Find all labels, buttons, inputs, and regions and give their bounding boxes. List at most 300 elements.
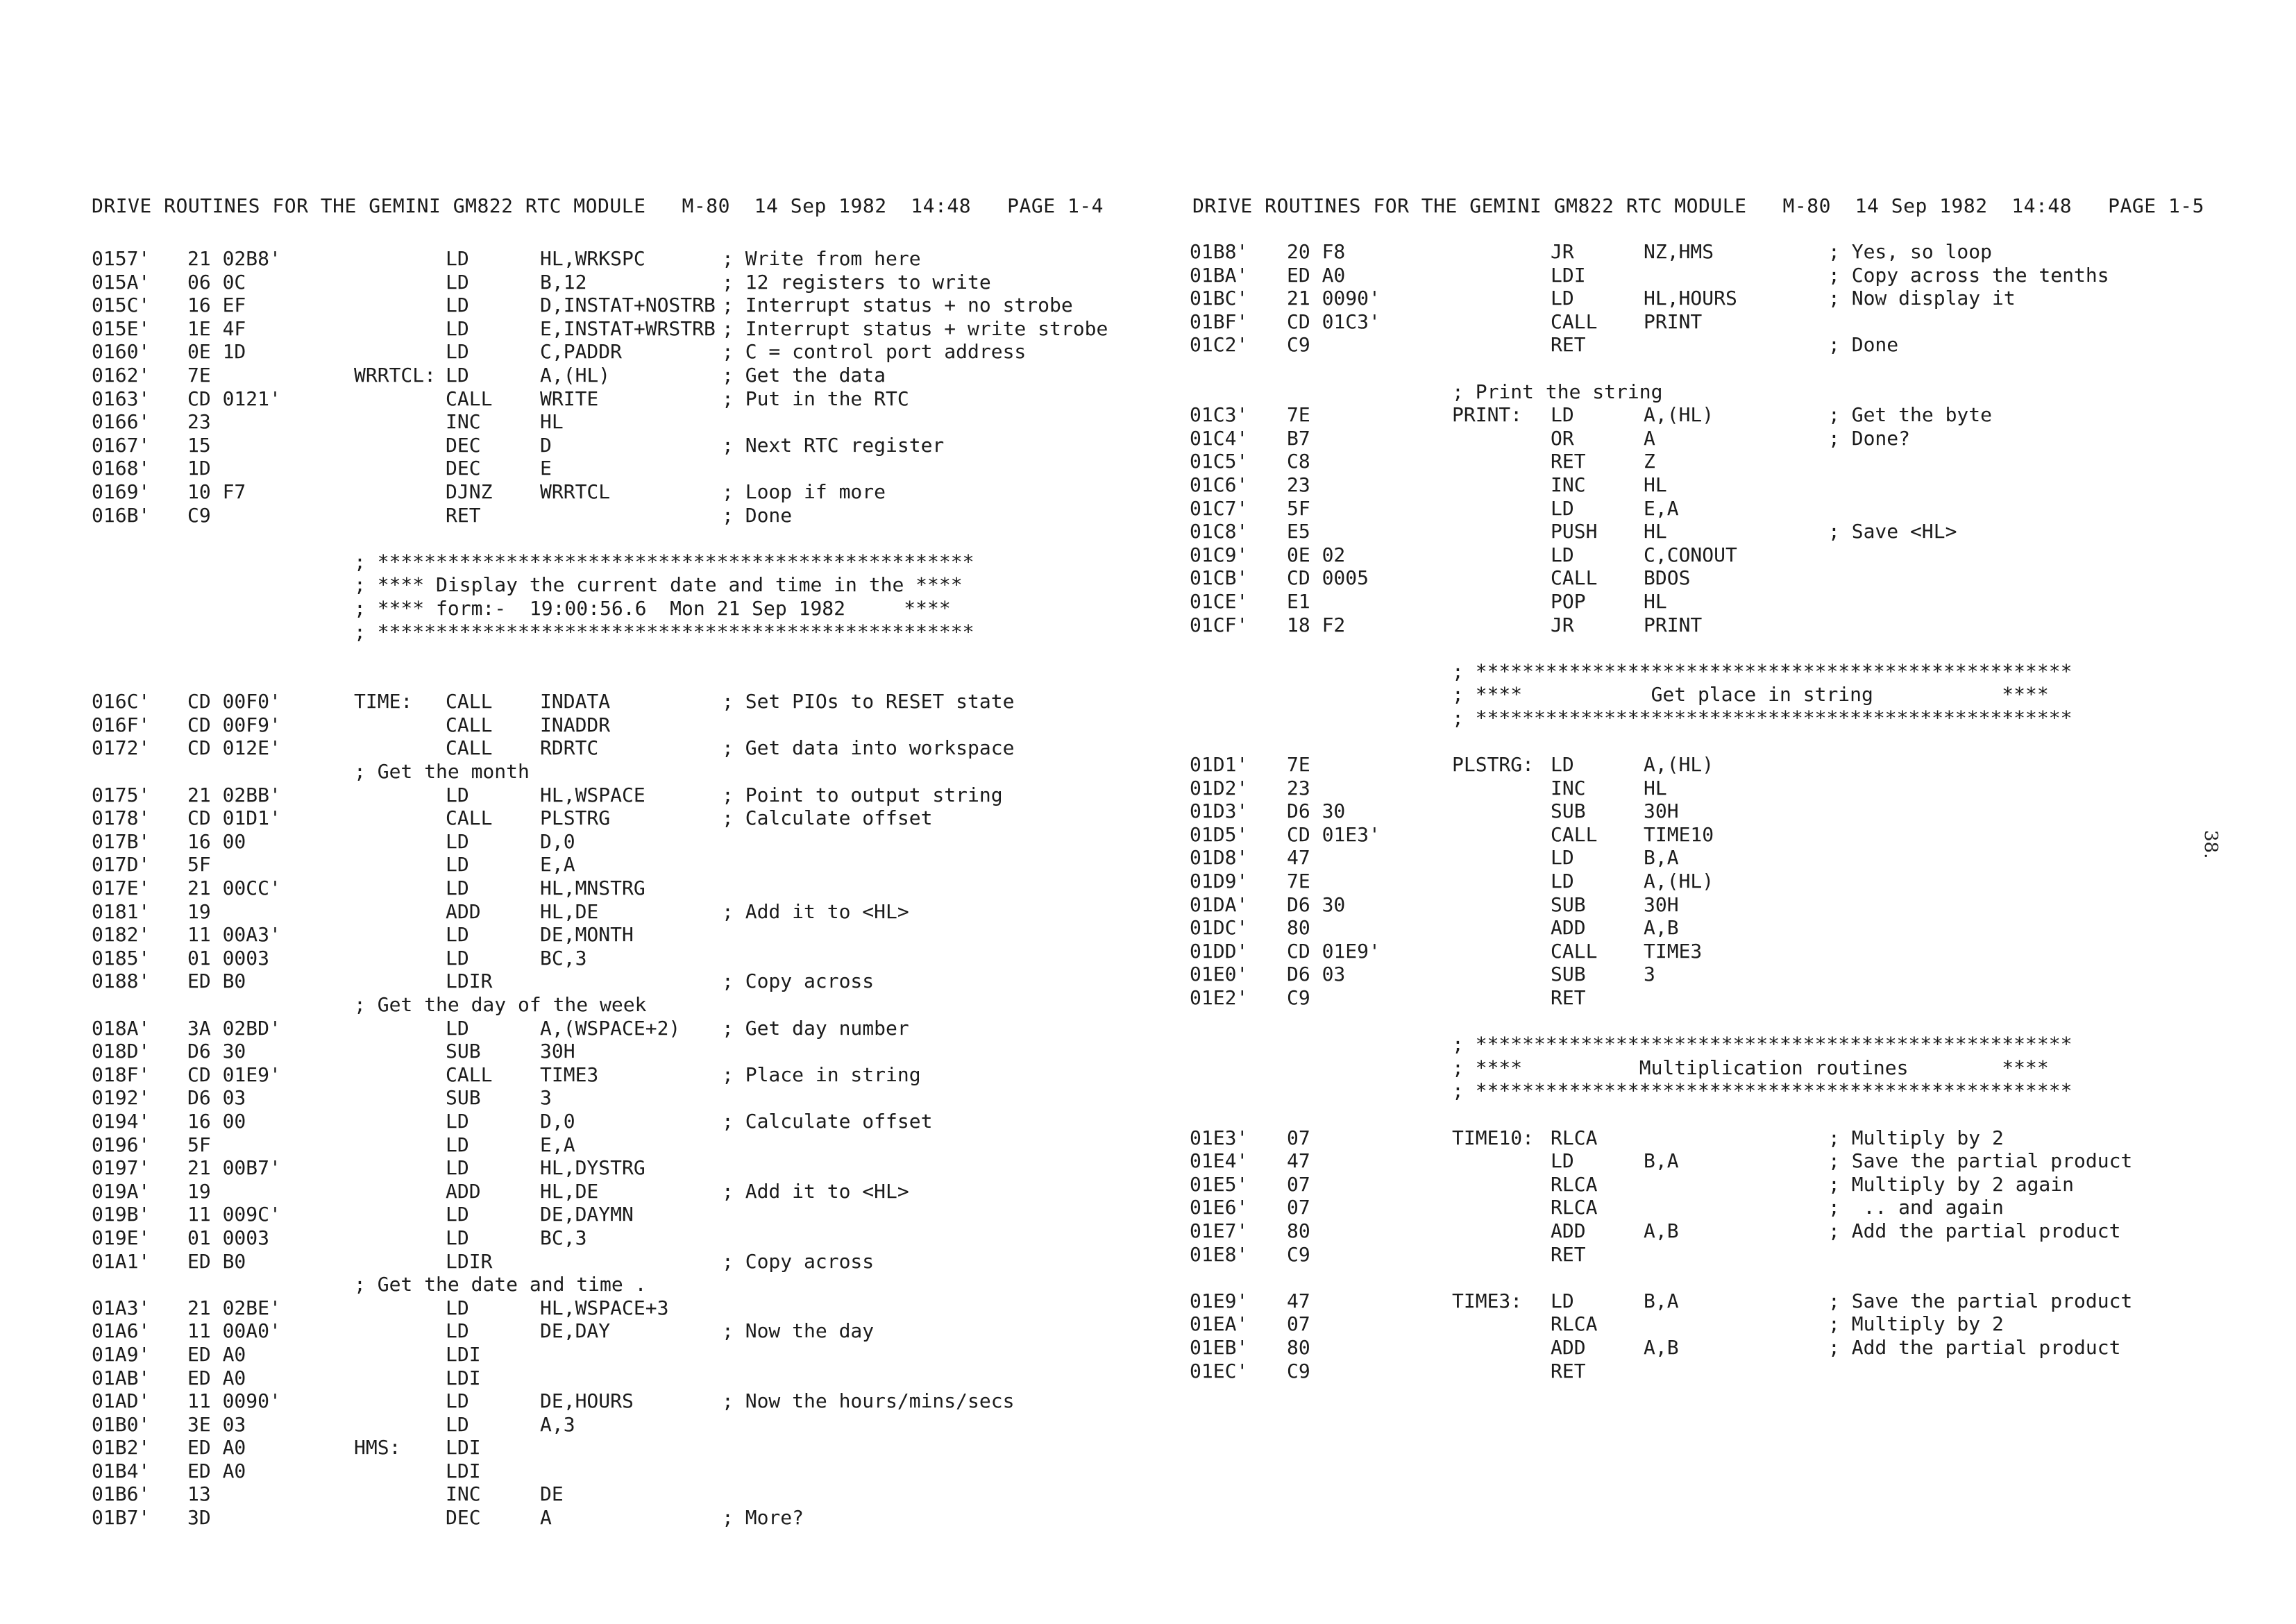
opcode: LD	[446, 1389, 469, 1413]
machine-code: 5F	[187, 1133, 211, 1156]
opcode: RET	[1551, 1242, 1586, 1266]
operand: HL,WRKSPC	[540, 247, 645, 270]
opcode: LD	[446, 829, 469, 853]
operand: BC,3	[540, 1226, 587, 1249]
operand: HL	[1644, 589, 1667, 613]
address: 0181'	[92, 899, 151, 923]
operand: A,B	[1644, 1219, 1679, 1242]
machine-code: 21 0090'	[1287, 287, 1381, 310]
comment: ; Done	[1828, 333, 1899, 357]
machine-code: CD 0121'	[187, 387, 281, 410]
machine-code: 47	[1287, 1149, 1310, 1173]
operand: B,A	[1644, 846, 1679, 870]
machine-code: 06 0C	[187, 270, 246, 294]
comment: ; Copy across the tenths	[1828, 263, 2109, 287]
opcode: LD	[446, 247, 469, 270]
comment: ; Multiply by 2	[1828, 1126, 2004, 1149]
machine-code: CD 00F0'	[187, 690, 281, 713]
opcode: LD	[446, 783, 469, 806]
address: 0168'	[92, 457, 151, 480]
machine-code: 1D	[187, 457, 211, 480]
address: 0169'	[92, 480, 151, 503]
address: 0162'	[92, 363, 151, 387]
address: 01CF'	[1190, 613, 1249, 636]
address: 01D1'	[1190, 753, 1249, 777]
address: 01A6'	[92, 1319, 151, 1343]
opcode: LD	[1551, 1149, 1574, 1173]
machine-code: 3D	[187, 1506, 211, 1530]
machine-code: E1	[1287, 589, 1310, 613]
address: 0160'	[92, 340, 151, 364]
operand: PLSTRG	[540, 806, 611, 830]
opcode: LDI	[446, 1459, 481, 1482]
asm-label: TIME10:	[1452, 1126, 1535, 1149]
address: 0167'	[92, 433, 151, 457]
opcode: LD	[1551, 287, 1574, 310]
opcode: CALL	[446, 713, 493, 736]
opcode: LD	[1551, 753, 1574, 777]
comment-text: ; Get the month	[354, 760, 530, 784]
address: 018F'	[92, 1063, 151, 1086]
opcode: DEC	[446, 1506, 481, 1530]
address: 01C8'	[1190, 520, 1249, 543]
comment: ; Multiply by 2	[1828, 1312, 2004, 1336]
comment: ; Get the data	[722, 363, 886, 387]
machine-code: CD 01E3'	[1287, 822, 1381, 846]
operand: A	[1644, 426, 1655, 450]
address: 01C5'	[1190, 450, 1249, 473]
opcode: LD	[446, 1109, 469, 1133]
machine-code: C9	[1287, 986, 1310, 1009]
operand: HL,MNSTRG	[540, 877, 645, 900]
address: 01E0'	[1190, 963, 1249, 986]
opcode: SUB	[446, 1086, 481, 1110]
opcode: DEC	[446, 457, 481, 480]
comment: ; Done?	[1828, 426, 1911, 450]
operand: PRINT	[1644, 613, 1703, 636]
opcode: SUB	[446, 1040, 481, 1063]
address: 01EB'	[1190, 1335, 1249, 1359]
comment: ; Write from here	[722, 247, 921, 270]
machine-code: 7E	[1287, 870, 1310, 893]
comment-text: ; Print the string	[1452, 380, 1663, 403]
machine-code: 07	[1287, 1312, 1310, 1336]
machine-code: CD 01C3'	[1287, 310, 1381, 333]
comment: ; Get data into workspace	[722, 736, 1015, 760]
comment-text: ; **** form:- 19:00:56.6 Mon 21 Sep 1982 ****	[354, 596, 951, 620]
opcode: LD	[446, 1319, 469, 1343]
machine-code: CD 00F9'	[187, 713, 281, 736]
operand: TIME3	[1644, 939, 1703, 963]
opcode: SUB	[1551, 893, 1586, 916]
machine-code: C9	[1287, 1359, 1310, 1382]
operand: DE	[540, 1482, 564, 1506]
opcode: CALL	[446, 806, 493, 830]
operand: Z	[1644, 450, 1655, 473]
operand: B,A	[1644, 1289, 1679, 1312]
machine-code: 07	[1287, 1126, 1310, 1149]
address: 019B'	[92, 1203, 151, 1226]
opcode: CALL	[446, 736, 493, 760]
machine-code: 5F	[187, 853, 211, 877]
machine-code: 20 F8	[1287, 240, 1346, 263]
opcode: CALL	[446, 690, 493, 713]
operand: 3	[540, 1086, 552, 1110]
comment: ; Loop if more	[722, 480, 886, 503]
opcode: RLCA	[1551, 1172, 1598, 1196]
comment: ; Put in the RTC	[722, 387, 909, 410]
opcode: LD	[446, 946, 469, 970]
machine-code: 3E 03	[187, 1412, 246, 1436]
operand: HL,WSPACE	[540, 783, 645, 806]
operand: DE,MONTH	[540, 923, 634, 947]
opcode: RLCA	[1551, 1126, 1598, 1149]
page-header-right: DRIVE ROUTINES FOR THE GEMINI GM822 RTC MODULE M-80 14 Sep 1982 14:48 PAGE 1-5	[1192, 194, 2205, 217]
comment: ; Point to output string	[722, 783, 1003, 806]
operand: PRINT	[1644, 310, 1703, 333]
comment-text: ; ***************************************************	[1452, 1079, 2073, 1103]
address: 015C'	[92, 294, 151, 317]
operand: E,A	[540, 853, 575, 877]
opcode: LD	[446, 1226, 469, 1249]
operand: HL	[1644, 520, 1667, 543]
address: 01EC'	[1190, 1359, 1249, 1382]
address: 01C3'	[1190, 403, 1249, 427]
opcode: INC	[1551, 473, 1586, 496]
opcode: RET	[1551, 1359, 1586, 1382]
address: 01BC'	[1190, 287, 1249, 310]
opcode: LD	[446, 316, 469, 340]
comment-text: ; Get the date and time .	[354, 1273, 647, 1296]
address: 017B'	[92, 829, 151, 853]
comment: ; Copy across	[722, 970, 875, 993]
machine-code: 01 0003	[187, 946, 270, 970]
machine-code: 23	[1287, 776, 1310, 800]
opcode: LD	[446, 1016, 469, 1040]
opcode: LD	[1551, 403, 1574, 427]
opcode: ADD	[1551, 916, 1586, 940]
asm-label: TIME3:	[1452, 1289, 1523, 1312]
operand: D,0	[540, 829, 575, 853]
operand: E,A	[1644, 496, 1679, 520]
asm-label: PLSTRG:	[1452, 753, 1535, 777]
address: 01BA'	[1190, 263, 1249, 287]
opcode: LDI	[446, 1342, 481, 1366]
machine-code: CD 0005	[1287, 566, 1369, 590]
opcode: LD	[1551, 496, 1574, 520]
machine-code: 10 F7	[187, 480, 246, 503]
operand: DE,DAYMN	[540, 1203, 634, 1226]
machine-code: 47	[1287, 1289, 1310, 1312]
comment: ; Save the partial product	[1828, 1289, 2133, 1312]
opcode: LD	[446, 877, 469, 900]
machine-code: 21 02B8'	[187, 247, 281, 270]
machine-code: D6 03	[1287, 963, 1346, 986]
machine-code: 07	[1287, 1172, 1310, 1196]
address: 01D2'	[1190, 776, 1249, 800]
address: 01B8'	[1190, 240, 1249, 263]
opcode: CALL	[446, 387, 493, 410]
operand: DE,HOURS	[540, 1389, 634, 1413]
address: 01C6'	[1190, 473, 1249, 496]
operand: B,12	[540, 270, 587, 294]
address: 01DD'	[1190, 939, 1249, 963]
comment: ; Copy across	[722, 1249, 875, 1273]
comment: ; Done	[722, 503, 793, 527]
address: 0196'	[92, 1133, 151, 1156]
comment-text: ; ***************************************************	[1452, 659, 2073, 683]
operand: A,(HL)	[540, 363, 611, 387]
comment: ; Save the partial product	[1828, 1149, 2133, 1173]
operand: A,3	[540, 1412, 575, 1436]
machine-code: 80	[1287, 1335, 1310, 1359]
address: 017D'	[92, 853, 151, 877]
opcode: LD	[446, 1203, 469, 1226]
machine-code: 5F	[1287, 496, 1310, 520]
address: 01B7'	[92, 1506, 151, 1530]
opcode: RET	[1551, 986, 1586, 1009]
address: 01E4'	[1190, 1149, 1249, 1173]
machine-code: C9	[1287, 1242, 1310, 1266]
machine-code: 21 02BE'	[187, 1296, 281, 1319]
operand: 30H	[540, 1040, 575, 1063]
machine-code: 11 00A3'	[187, 923, 281, 947]
address: 01BF'	[1190, 310, 1249, 333]
operand: B,A	[1644, 1149, 1679, 1173]
operand: C,PADDR	[540, 340, 623, 364]
opcode: JR	[1551, 613, 1574, 636]
address: 01A9'	[92, 1342, 151, 1366]
comment-text: ; ***************************************************	[1452, 1033, 2073, 1056]
comment: ; .. and again	[1828, 1196, 2004, 1219]
machine-code: CD 01E9'	[1287, 939, 1381, 963]
asm-label: HMS:	[354, 1436, 401, 1460]
operand: HL	[540, 410, 564, 434]
address: 0188'	[92, 970, 151, 993]
comment: ; C = control port address	[722, 340, 1027, 364]
opcode: LD	[446, 1412, 469, 1436]
address: 0178'	[92, 806, 151, 830]
address: 01E8'	[1190, 1242, 1249, 1266]
machine-code: 07	[1287, 1196, 1310, 1219]
comment: ; Interrupt status + write strobe	[722, 316, 1108, 340]
opcode: LD	[446, 363, 469, 387]
comment-text: ; ***************************************************	[354, 550, 974, 573]
address: 01E6'	[1190, 1196, 1249, 1219]
opcode: ADD	[446, 1179, 481, 1203]
address: 01D9'	[1190, 870, 1249, 893]
machine-code: 7E	[187, 363, 211, 387]
comment: ; Add it to <HL>	[722, 899, 909, 923]
address: 01C7'	[1190, 496, 1249, 520]
machine-code: 0E 1D	[187, 340, 246, 364]
operand: HL,WSPACE+3	[540, 1296, 669, 1319]
opcode: RET	[446, 503, 481, 527]
address: 01B6'	[92, 1482, 151, 1506]
machine-code: 11 0090'	[187, 1389, 281, 1413]
comment-text: ; **** Multiplication routines ****	[1452, 1056, 2049, 1079]
address: 0185'	[92, 946, 151, 970]
opcode: LD	[446, 340, 469, 364]
machine-code: 21 02BB'	[187, 783, 281, 806]
machine-code: ED A0	[187, 1436, 246, 1460]
machine-code: E5	[1287, 520, 1310, 543]
comment-text: ; ***************************************************	[1452, 706, 2073, 729]
machine-code: 19	[187, 899, 211, 923]
address: 016C'	[92, 690, 151, 713]
address: 015A'	[92, 270, 151, 294]
machine-code: D6 30	[1287, 800, 1346, 823]
address: 01B0'	[92, 1412, 151, 1436]
operand: INDATA	[540, 690, 611, 713]
comment-text: ; **** Get place in string ****	[1452, 683, 2049, 707]
machine-code: 18 F2	[1287, 613, 1346, 636]
operand: HL	[1644, 473, 1667, 496]
operand: A,(HL)	[1644, 870, 1714, 893]
address: 0175'	[92, 783, 151, 806]
address: 01E3'	[1190, 1126, 1249, 1149]
operand: E	[540, 457, 552, 480]
opcode: RLCA	[1551, 1312, 1598, 1336]
opcode: LD	[1551, 543, 1574, 566]
comment: ; Add it to <HL>	[722, 1179, 909, 1203]
comment: ; Yes, so loop	[1828, 240, 1993, 263]
operand: A,B	[1644, 916, 1679, 940]
operand: E,INSTAT+WRSTRB	[540, 316, 716, 340]
machine-code: 21 00CC'	[187, 877, 281, 900]
comment: ; Place in string	[722, 1063, 921, 1086]
comment-text: ; Get the day of the week	[354, 993, 647, 1016]
machine-code: 01 0003	[187, 1226, 270, 1249]
machine-code: 16 00	[187, 1109, 246, 1133]
opcode: INC	[446, 1482, 481, 1506]
address: 0172'	[92, 736, 151, 760]
machine-code: 47	[1287, 846, 1310, 870]
machine-code: ED A0	[1287, 263, 1346, 287]
opcode: LD	[1551, 846, 1574, 870]
opcode: ADD	[1551, 1219, 1586, 1242]
comment: ; Now display it	[1828, 287, 2016, 310]
machine-code: 23	[187, 410, 211, 434]
address: 01E7'	[1190, 1219, 1249, 1242]
comment: ; Set PIOs to RESET state	[722, 690, 1015, 713]
opcode: RLCA	[1551, 1196, 1598, 1219]
machine-code: ED B0	[187, 1249, 246, 1273]
operand: TIME10	[1644, 822, 1714, 846]
comment: ; Calculate offset	[722, 1109, 933, 1133]
machine-code: CD 012E'	[187, 736, 281, 760]
operand: RDRTC	[540, 736, 599, 760]
operand: A,(WSPACE+2)	[540, 1016, 681, 1040]
address: 01E2'	[1190, 986, 1249, 1009]
operand: A,B	[1644, 1335, 1679, 1359]
machine-code: 16 00	[187, 829, 246, 853]
comment: ; Calculate offset	[722, 806, 933, 830]
operand: D,0	[540, 1109, 575, 1133]
address: 01CB'	[1190, 566, 1249, 590]
comment: ; Get the byte	[1828, 403, 1993, 427]
address: 018A'	[92, 1016, 151, 1040]
operand: NZ,HMS	[1644, 240, 1714, 263]
opcode: CALL	[446, 1063, 493, 1086]
machine-code: 80	[1287, 916, 1310, 940]
opcode: RET	[1551, 333, 1586, 357]
operand: HL,DE	[540, 1179, 599, 1203]
machine-code: 15	[187, 433, 211, 457]
opcode: ADD	[1551, 1335, 1586, 1359]
machine-code: 21 00B7'	[187, 1156, 281, 1180]
opcode: LDI	[446, 1366, 481, 1389]
comment: ; Now the day	[722, 1319, 875, 1343]
opcode: JR	[1551, 240, 1574, 263]
address: 01D5'	[1190, 822, 1249, 846]
machine-code: 7E	[1287, 403, 1310, 427]
operand: A,(HL)	[1644, 403, 1714, 427]
address: 01C2'	[1190, 333, 1249, 357]
address: 019E'	[92, 1226, 151, 1249]
comment: ; Add the partial product	[1828, 1335, 2121, 1359]
address: 01B2'	[92, 1436, 151, 1460]
opcode: LD	[446, 294, 469, 317]
comment: ; Save <HL>	[1828, 520, 1957, 543]
address: 01D8'	[1190, 846, 1249, 870]
address: 01C9'	[1190, 543, 1249, 566]
opcode: LDIR	[446, 970, 493, 993]
asm-label: PRINT:	[1452, 403, 1523, 427]
opcode: DEC	[446, 433, 481, 457]
opcode: OR	[1551, 426, 1574, 450]
operand: INADDR	[540, 713, 611, 736]
address: 018D'	[92, 1040, 151, 1063]
operand: DE,DAY	[540, 1319, 611, 1343]
comment: ; Interrupt status + no strobe	[722, 294, 1073, 317]
opcode: CALL	[1551, 822, 1598, 846]
opcode: RET	[1551, 450, 1586, 473]
opcode: LD	[446, 923, 469, 947]
address: 016F'	[92, 713, 151, 736]
machine-code: 23	[1287, 473, 1310, 496]
operand: TIME3	[540, 1063, 599, 1086]
operand: E,A	[540, 1133, 575, 1156]
opcode: LD	[1551, 1289, 1574, 1312]
machine-code: 0E 02	[1287, 543, 1346, 566]
machine-code: ED A0	[187, 1366, 246, 1389]
address: 01AB'	[92, 1366, 151, 1389]
opcode: PUSH	[1551, 520, 1598, 543]
address: 016B'	[92, 503, 151, 527]
operand: HL,DYSTRG	[540, 1156, 645, 1180]
comment: ; More?	[722, 1506, 804, 1530]
operand: 3	[1644, 963, 1655, 986]
address: 0197'	[92, 1156, 151, 1180]
operand: D	[540, 433, 552, 457]
address: 01E9'	[1190, 1289, 1249, 1312]
address: 019A'	[92, 1179, 151, 1203]
machine-code: C9	[187, 503, 211, 527]
opcode: INC	[1551, 776, 1586, 800]
address: 0192'	[92, 1086, 151, 1110]
opcode: LD	[446, 1133, 469, 1156]
machine-code: CD 01E9'	[187, 1063, 281, 1086]
address: 01A1'	[92, 1249, 151, 1273]
opcode: SUB	[1551, 800, 1586, 823]
opcode: LDI	[1551, 263, 1586, 287]
comment: ; 12 registers to write	[722, 270, 991, 294]
opcode: LD	[446, 1296, 469, 1319]
address: 01B4'	[92, 1459, 151, 1482]
address: 01DA'	[1190, 893, 1249, 916]
address: 0166'	[92, 410, 151, 434]
